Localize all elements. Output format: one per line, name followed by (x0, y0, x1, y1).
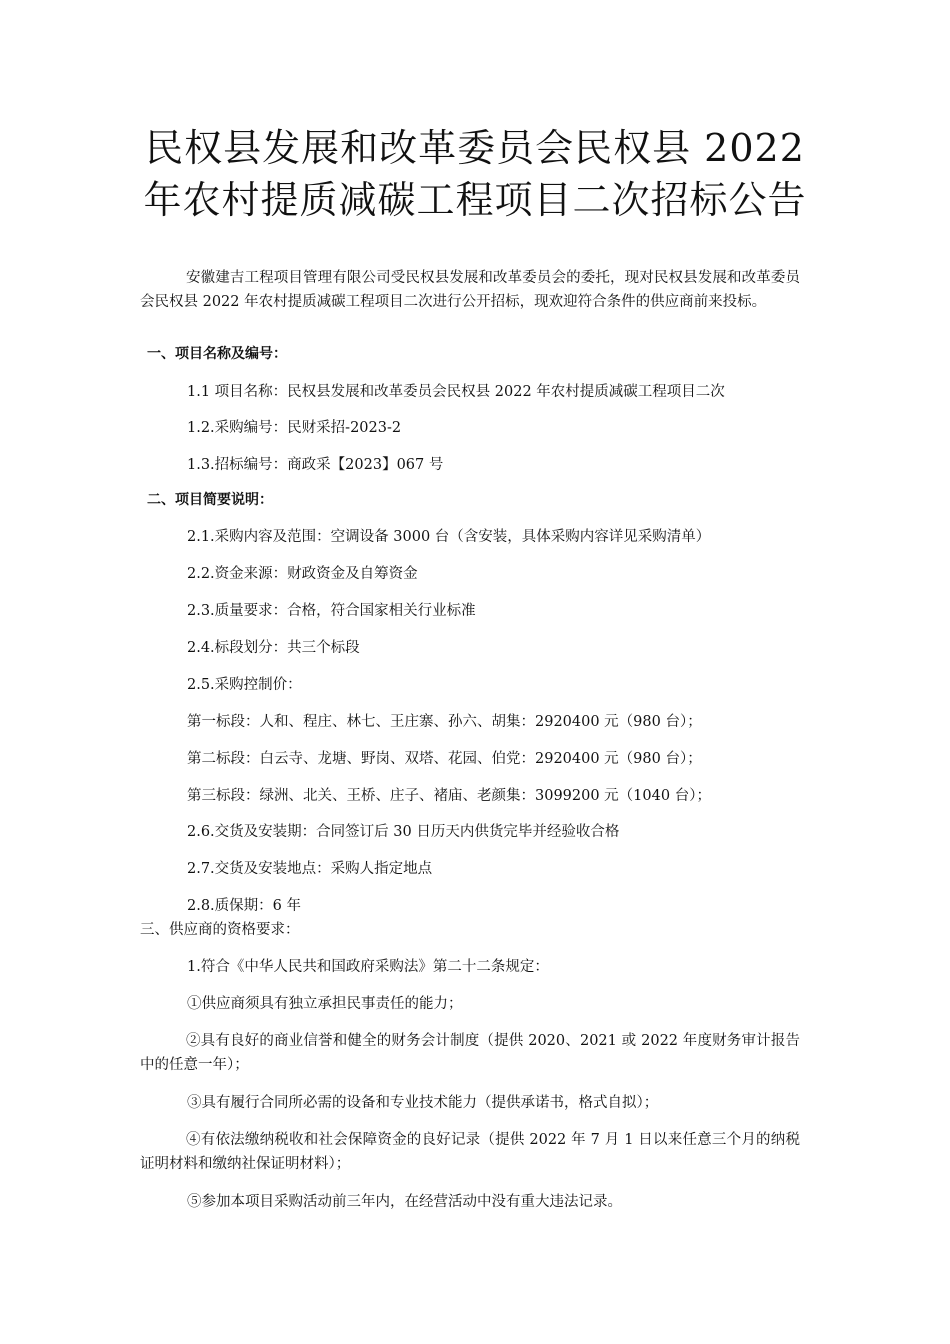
item-3-1: 1.符合《中华人民共和国政府采购法》第二十二条规定： (187, 959, 549, 975)
condition-3: ③具有履行合同所必需的设备和专业技术能力（提供承诺书，格式自拟）； (187, 1095, 659, 1111)
lot-1-price: 第一标段：人和、程庄、林七、王庄寨、孙六、胡集：2920400 元（980 台）； (187, 714, 702, 730)
item-2-3: 2.3.质量要求：合格，符合国家相关行业标准 (187, 603, 476, 619)
title-line-2: 年农村提质减碳工程项目二次招标公告 (143, 178, 807, 222)
condition-4: ④有依法缴纳税收和社会保障资金的良好记录（提供 2022 年 7 月 1 日以来任意三个月的纳税证明材料和缴纳社保证明材料）； (140, 1132, 800, 1172)
condition-5: ⑤参加本项目采购活动前三年内，在经营活动中没有重大违法记录。 (187, 1194, 622, 1210)
lot-2-price: 第二标段：白云寺、龙塘、野岗、双塔、花园、伯党：2920400 元（980 台）； (187, 751, 702, 767)
item-1-2: 1.2.采购编号：民财采招-2023-2 (187, 420, 402, 436)
section-3-heading: 三、供应商的资格要求： (140, 922, 300, 938)
item-2-2: 2.2.资金来源：财政资金及自筹资金 (187, 566, 418, 582)
item-2-4: 2.4.标段划分：共三个标段 (187, 640, 360, 656)
section-1-heading: 一、项目名称及编号： (147, 346, 287, 362)
item-1-1: 1.1 项目名称：民权县发展和改革委员会民权县 2022 年农村提质减碳工程项目二次 (187, 384, 725, 400)
item-2-7: 2.7.交货及安装地点：采购人指定地点 (187, 861, 433, 877)
intro-paragraph: 安徽建吉工程项目管理有限公司受民权县发展和改革委员会的委托，现对民权县发展和改革委员会民权县 2022 年农村提质减碳工程项目二次进行公开招标，现欢迎符合条件的供应商前来投标。 (140, 270, 800, 310)
lot-3-price: 第三标段：绿洲、北关、王桥、庄子、褚庙、老颜集：3099200 元（1040 台）； (187, 788, 711, 804)
item-2-5: 2.5.采购控制价： (187, 677, 302, 693)
item-1-3: 1.3.招标编号：商政采【2023】067 号 (187, 457, 444, 473)
title-line-1: 民权县发展和改革委员会民权县 2022 (145, 126, 805, 170)
condition-2: ②具有良好的商业信誉和健全的财务会计制度（提供 2020、2021 或 2022 年度财务审计报告中的任意一年）； (140, 1033, 800, 1073)
item-2-8: 2.8.质保期：6 年 (187, 898, 302, 914)
item-2-1: 2.1.采购内容及范围：空调设备 3000 台（含安装，具体采购内容详见采购清单） (187, 529, 711, 545)
item-2-6: 2.6.交货及安装期：合同签订后 30 日历天内供货完毕并经验收合格 (187, 824, 620, 840)
document-title (100, 122, 850, 226)
condition-1: ①供应商须具有独立承担民事责任的能力； (187, 996, 463, 1012)
section-2-heading: 二、项目简要说明： (147, 492, 273, 508)
